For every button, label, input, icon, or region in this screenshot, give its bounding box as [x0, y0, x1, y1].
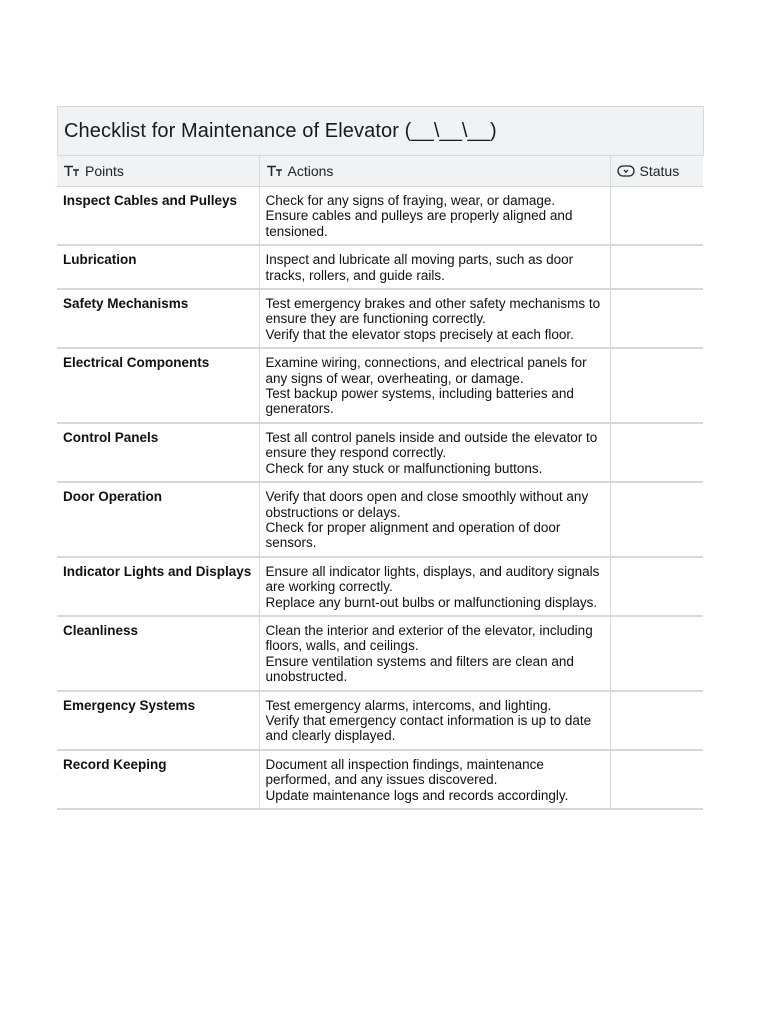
title-bar: [57, 106, 704, 156]
checklist-document: [57, 106, 704, 810]
status-cell[interactable]: [610, 245, 703, 289]
point-cell: Electrical Components: [57, 348, 259, 423]
column-header-label: Actions: [287, 163, 334, 179]
action-line: Verify that doors open and close smoothly without any obstructions or delays.: [265, 489, 589, 520]
point-cell: Safety Mechanisms: [57, 289, 259, 348]
action-line: Ensure cables and pulleys are properly aligned and tensioned.: [265, 208, 573, 239]
action-line: Test emergency brakes and other safety mechanisms to ensure they are functioning correctly.: [265, 296, 601, 327]
action-line: Check for proper alignment and operation of door sensors.: [265, 519, 561, 551]
action-line: Update maintenance logs and records accordingly.: [265, 787, 569, 803]
point-cell: Door Operation: [57, 482, 259, 557]
point-cell: Lubrication: [57, 245, 259, 289]
table-row: [57, 348, 703, 423]
table-row: [57, 616, 703, 691]
point-cell: Record Keeping: [57, 750, 259, 809]
table-row: [57, 482, 703, 557]
column-header-label: Status: [639, 163, 680, 179]
table-row: [57, 750, 703, 809]
action-line: Examine wiring, connections, and electrical panels for any signs of wear, overheating, or damage.: [265, 355, 587, 386]
table-row: [57, 423, 703, 482]
table-row: [57, 245, 703, 289]
action-line: Verify that emergency contact information is up to date and clearly displayed.: [265, 712, 592, 744]
actions-cell: [259, 691, 610, 750]
dropdown-select-icon: [617, 165, 635, 177]
page-title: Checklist for Maintenance of Elevator (__\__\__): [64, 119, 497, 142]
point-cell: Emergency Systems: [57, 691, 259, 750]
table-row: [57, 289, 703, 348]
action-line: Verify that the elevator stops precisely at each floor.: [265, 326, 574, 342]
actions-cell: [259, 289, 610, 348]
status-cell[interactable]: [610, 482, 703, 557]
status-cell[interactable]: [610, 691, 703, 750]
status-cell[interactable]: [610, 750, 703, 809]
checklist-table: [57, 156, 703, 810]
action-line: Test backup power systems, including batteries and generators.: [265, 386, 574, 417]
point-cell: Inspect Cables and Pulleys: [57, 187, 259, 246]
action-line: Document all inspection findings, maintenance performed, and any issues discovered.: [265, 756, 544, 788]
point-cell: Cleanliness: [57, 616, 259, 691]
table-header-row: [57, 156, 703, 187]
action-line: Replace any burnt-out bulbs or malfunctioning displays.: [265, 594, 598, 610]
table-row: [57, 557, 703, 616]
action-line: Check for any stuck or malfunctioning buttons.: [265, 460, 543, 476]
table-row: [57, 691, 703, 750]
actions-cell: [259, 557, 610, 616]
status-cell[interactable]: [610, 289, 703, 348]
column-header-points[interactable]: [57, 156, 259, 187]
status-cell[interactable]: [610, 557, 703, 616]
point-cell: Indicator Lights and Displays: [57, 557, 259, 616]
actions-cell: [259, 616, 610, 691]
text-type-icon: [63, 165, 80, 177]
action-line: Clean the interior and exterior of the elevator, including floors, walls, and ceilings.: [265, 622, 593, 654]
status-cell[interactable]: [610, 187, 703, 246]
column-header-status[interactable]: [610, 156, 703, 187]
status-cell[interactable]: [610, 616, 703, 691]
action-line: Test emergency alarms, intercoms, and lighting.: [265, 697, 552, 713]
status-cell[interactable]: [610, 348, 703, 423]
point-cell: Control Panels: [57, 423, 259, 482]
actions-cell: [259, 423, 610, 482]
column-header-label: Points: [85, 163, 124, 179]
action-line: Ensure all indicator lights, displays, and auditory signals are working correctly.: [265, 563, 600, 595]
table-row: [57, 187, 703, 246]
actions-cell: [259, 245, 610, 289]
text-type-icon: [266, 165, 283, 177]
actions-cell: [259, 482, 610, 557]
action-line: Inspect and lubricate all moving parts, such as door tracks, rollers, and guide rails.: [265, 252, 574, 283]
action-line: Test all control panels inside and outside the elevator to ensure they respond correctly.: [265, 429, 598, 461]
column-header-actions[interactable]: [259, 156, 610, 187]
actions-cell: [259, 348, 610, 423]
action-line: Check for any signs of fraying, wear, or damage.: [265, 193, 556, 208]
status-cell[interactable]: [610, 423, 703, 482]
actions-cell: [259, 187, 610, 246]
actions-cell: [259, 750, 610, 809]
action-line: Ensure ventilation systems and filters are clean and unobstructed.: [265, 653, 574, 685]
